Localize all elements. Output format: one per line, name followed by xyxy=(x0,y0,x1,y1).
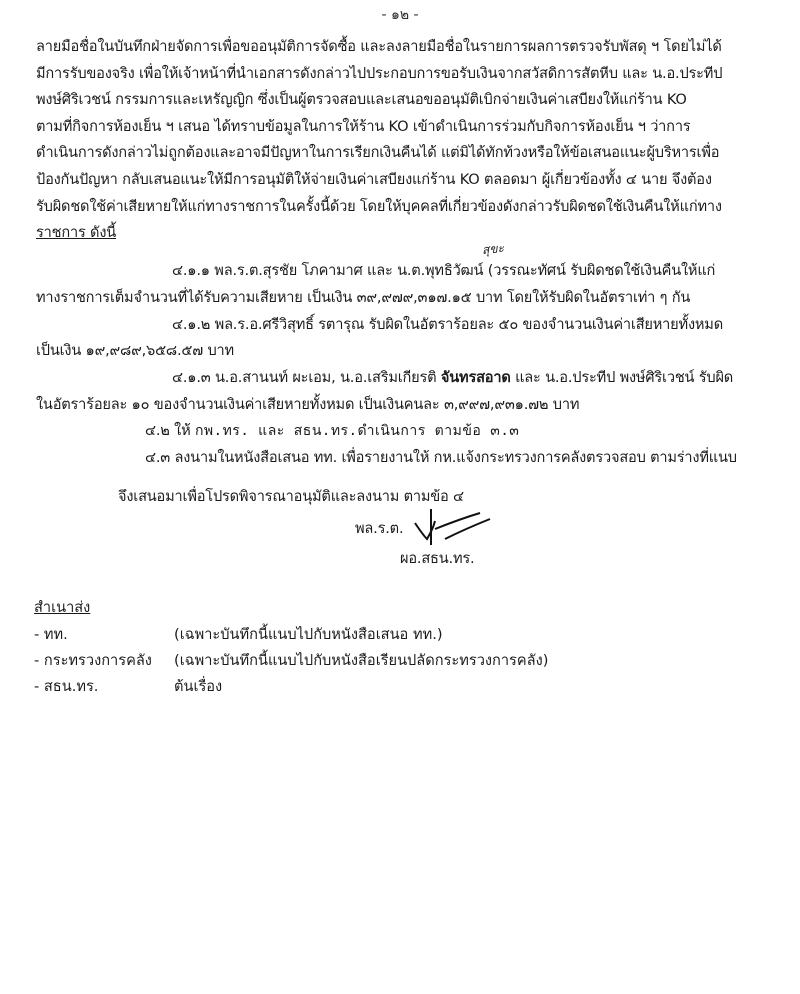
underlined-heading: ราชการ ดังนี้ xyxy=(36,224,117,242)
signature-position: ผอ.สธน.ทร. xyxy=(400,550,475,567)
paragraph-line: พงษ์ศิริเวชน์ กรรมการและเหรัญญิก ซึ่งเป็นผู้ตรวจสอบและเสนอขออนุมัติเบิกจ่ายเงินค่าเสบียงให้แก่ร้าน KO xyxy=(36,91,687,109)
paragraph-line: ป้องกันปัญหา กลับเสนอแนะให้มีการอนุมัติให้จ่ายเงินค่าเสบียงแก่ร้าน KO ตลอดมา ผู้เกี่ยวข้องทั้ง ๔ นาย จึงต้อง xyxy=(36,170,712,188)
copy-note: (เฉพาะบันทึกนี้แนบไปกับหนังสือเรียนปลัดกระทรวงการคลัง) xyxy=(174,652,549,669)
item-4-1-3-line1 xyxy=(172,365,733,391)
item-4-2 xyxy=(145,418,519,444)
item-4-1-3-line2: ในอัตราร้อยละ ๑๐ ของจำนวนเงินค่าเสียหายทั้งหมด เป็นเงินคนละ ๓,๙๙๗,๙๓๑.๗๒ บาท xyxy=(36,396,580,413)
closing-sentence: จึงเสนอมาเพื่อโปรดพิจารณาอนุมัติและลงนาม ตามข้อ ๔ xyxy=(118,488,464,505)
item-text: และ น.อ.ประทีป พงษ์ศิริเวชน์ รับผิด xyxy=(510,369,734,386)
item-4-1-2-line2: เป็นเงิน ๑๙,๙๘๙,๖๕๘.๕๗ บาท xyxy=(36,342,234,359)
copy-note: ต้นเรื่อง xyxy=(174,678,223,695)
handwritten-correction: สุขะ xyxy=(481,240,505,258)
item-4-3: ๔.๓ ลงนามในหนังสือเสนอ ทท. เพื่อรายงานให้ กห.แจ้งกระทรวงการคลังตรวจสอบ ตามร่างที่แนบ xyxy=(145,449,737,466)
copy-row xyxy=(34,674,222,700)
body-paragraph xyxy=(36,34,726,247)
copy-recipient: - ทท. xyxy=(34,626,68,643)
item-4-1-2-line1: ๔.๑.๒ พล.ร.อ.ศรีวิสุทธิ์ รตารุณ รับผิดในอัตราร้อยละ ๕๐ ของจำนวนเงินค่าเสียหายทั้งหมด xyxy=(172,316,723,333)
copy-row xyxy=(34,648,548,674)
paragraph-line: ลายมือชื่อในบันทึกฝ่ายจัดการเพื่อขออนุมัติการจัดซื้อ และลงลายมือชื่อในรายการผลการตรวจรับพัสดุ ฯ โดยไม่ได้ xyxy=(36,38,722,55)
paragraph-line: รับผิดชดใช้ค่าเสียหายให้แก่ทางราชการในครั้งนี้ด้วย โดยให้บุคคลที่เกี่ยวข้องดังกล่าวรับผิดชดใช้เงินคืนให้แก่ทาง xyxy=(36,197,722,215)
copy-note: (เฉพาะบันทึกนี้แนบไปกับหนังสือเสนอ ทท.) xyxy=(174,626,443,643)
page-number: - ๑๒ - xyxy=(381,7,419,23)
item-4-1-1-line1: ๔.๑.๑ พล.ร.ต.สุรชัย โภคามาศ และ น.ต.พุทธิวัฒน์ (วรรณะทัศน์ รับผิดชดใช้เงินคืนให้แก่ xyxy=(172,262,716,279)
copy-recipient: - กระทรวงการคลัง xyxy=(34,652,152,669)
paragraph-line: ตามที่กิจการห้องเย็น ฯ เสนอ ได้ทราบข้อมูลในการให้ร้าน KO เข้าดำเนินการร่วมกับกิจการห้องเย็น ฯ ว่าการ xyxy=(36,117,691,135)
copy-recipient: - สธน.ทร. xyxy=(34,678,99,695)
signature-rank: พล.ร.ต. xyxy=(355,520,404,537)
copy-row xyxy=(34,622,443,648)
copies-title: สำเนาส่ง xyxy=(34,599,91,616)
item-text: ๔.๑.๓ น.อ.สานนท์ ผะเอม, น.อ.เสริมเกียรติ xyxy=(172,369,441,386)
typewritten-insert: กพ.ทร. และ สธน.ทร.ดำเนินการ ตามข้อ ๓.๓ xyxy=(194,423,520,439)
overwritten-name: จันทรสอาด xyxy=(440,369,511,386)
paragraph-line: มีการรับของจริง เพื่อให้เจ้าหน้าที่นำเอกสารดังกล่าวไปประกอบการขอรับเงินจากสวัสดิการสัตหีบ และ น.อ.ประทีป xyxy=(36,64,723,82)
paragraph-line: ดำเนินการดังกล่าวไม่ถูกต้องและอาจมีปัญหาในการเรียกเงินคืนได้ แต่มิได้ทักท้วงหรือให้ข้อเสนอแนะผู้บริหารเพื่อ xyxy=(36,144,720,162)
item-text: ๔.๒ ให้ xyxy=(145,422,195,439)
item-4-1-1-line2: ทางราชการเต็มจำนวนที่ได้รับความเสียหาย เป็นเงิน ๓๙,๙๗๙,๓๑๗.๑๕ บาท โดยให้รับผิดในอัตราเท่า ๆ กัน xyxy=(36,289,691,306)
signature-scribble-icon xyxy=(405,505,495,550)
